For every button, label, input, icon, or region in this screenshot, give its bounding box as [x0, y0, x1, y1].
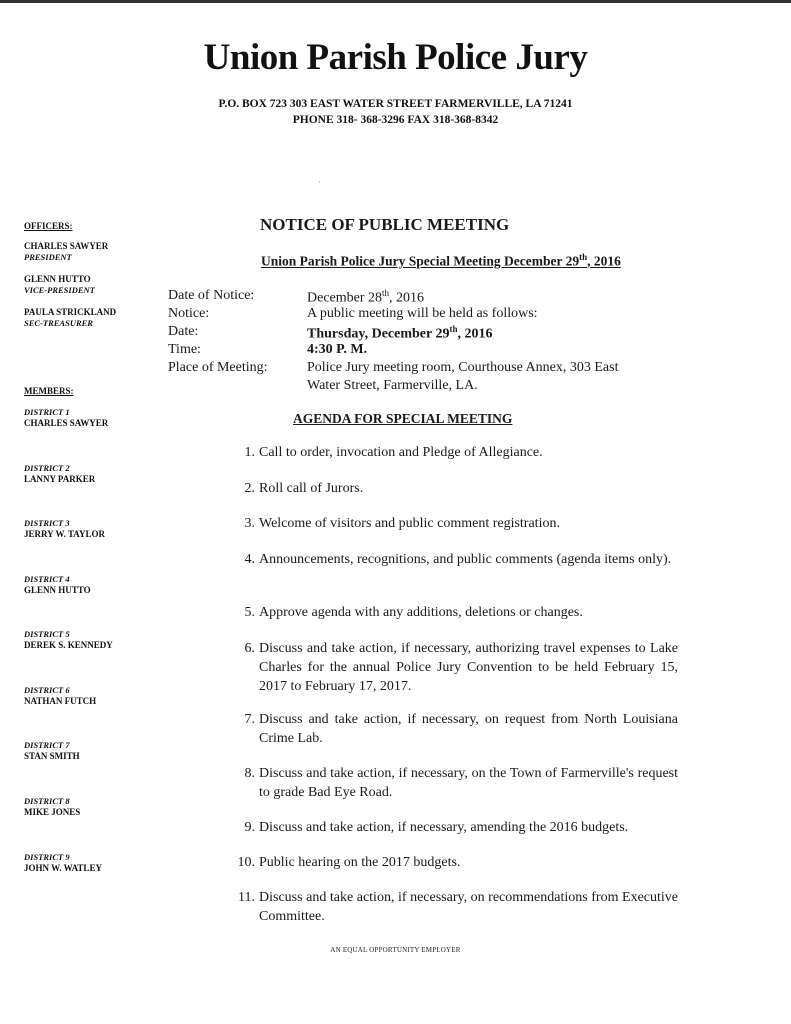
notice-title: NOTICE OF PUBLIC MEETING	[260, 215, 510, 234]
agenda-item	[233, 514, 678, 533]
notice-value: A public meeting will be held as follows:	[307, 306, 538, 321]
agenda-item-number: 11.	[238, 890, 255, 905]
agenda-item	[233, 818, 678, 837]
member-name: CHARLES SAWYER	[24, 418, 109, 428]
date-label: Date:	[168, 324, 199, 339]
member-name: GLENN HUTTO	[24, 585, 91, 595]
date-of-notice-value: December 28th, 2016	[307, 288, 425, 306]
agenda-item	[233, 710, 678, 748]
agenda-item-number: 6.	[244, 641, 255, 656]
member-district: DISTRICT 5	[24, 629, 70, 639]
member-district: DISTRICT 7	[24, 740, 70, 750]
agenda-item	[233, 764, 678, 802]
agenda-heading: AGENDA FOR SPECIAL MEETING	[293, 411, 513, 426]
officer-name: CHARLES SAWYER	[24, 241, 109, 251]
member-district: DISTRICT 1	[24, 407, 70, 417]
officer-title: PRESIDENT	[24, 252, 72, 262]
agenda-item-text: Discuss and take action, if necessary, on the Town of Farmerville's request to grade Bad Eye Road.	[259, 766, 678, 800]
agenda-item	[233, 443, 678, 462]
member-district: DISTRICT 2	[24, 463, 70, 473]
page-title: Union Parish Police Jury	[203, 37, 588, 78]
agenda-item-text: Discuss and take action, if necessary, amending the 2016 budgets.	[259, 820, 629, 835]
officers-heading: OFFICERS:	[24, 221, 73, 231]
agenda-item-number: 4.	[244, 552, 255, 567]
agenda-item-text: Announcements, recognitions, and public comments (agenda items only).	[259, 552, 672, 567]
place-label: Place of Meeting:	[168, 360, 268, 375]
member-district: DISTRICT 6	[24, 685, 70, 695]
member-district: DISTRICT 8	[24, 796, 70, 806]
member-name: STAN SMITH	[24, 751, 80, 761]
officer-name: GLENN HUTTO	[24, 274, 91, 284]
agenda-item	[233, 550, 678, 569]
officer-name: PAULA STRICKLAND	[24, 307, 117, 317]
agenda-item-number: 3.	[244, 516, 255, 531]
agenda-item-text: Discuss and take action, if necessary, on recommendations from Executive Committee.	[259, 890, 678, 924]
agenda-item-number: 5.	[244, 605, 255, 620]
members-heading: MEMBERS:	[24, 386, 74, 396]
officer-title: VICE-PRESIDENT	[24, 285, 95, 295]
date-value: Thursday, December 29th, 2016	[307, 324, 493, 342]
place-value-line2: Water Street, Farmerville, LA.	[307, 378, 478, 393]
agenda-item-text: Approve agenda with any additions, deletions or changes.	[259, 605, 583, 620]
agenda-item-text: Welcome of visitors and public comment registration.	[259, 516, 560, 531]
member-name: JERRY W. TAYLOR	[24, 529, 105, 539]
place-value-line1: Police Jury meeting room, Courthouse Annex, 303 East	[307, 360, 619, 375]
agenda-item	[233, 603, 678, 622]
time-label: Time:	[168, 342, 201, 357]
member-name: JOHN W. WATLEY	[24, 863, 102, 873]
agenda-item-number: 10.	[237, 855, 255, 870]
member-name: MIKE JONES	[24, 807, 81, 817]
notice-label: Notice:	[168, 306, 210, 321]
agenda-item-number: 9.	[244, 820, 255, 835]
agenda-item	[233, 639, 678, 696]
agenda-item-number: 1.	[244, 445, 255, 460]
member-name: LANNY PARKER	[24, 474, 96, 484]
phone-fax-line: PHONE 318- 368-3296 FAX 318-368-8342	[292, 114, 499, 126]
agenda-item-text: Discuss and take action, if necessary, authorizing travel expenses to Lake Charles for the annual Police Jury Convention to be held February 15, 2017 to February 17, 2017.	[259, 641, 678, 694]
top-border-line	[0, 0, 791, 3]
agenda-item-number: 7.	[244, 712, 255, 727]
member-name: DEREK S. KENNEDY	[24, 640, 113, 650]
date-of-notice-label: Date of Notice:	[168, 288, 255, 303]
agenda-item-text: Discuss and take action, if necessary, on request from North Louisiana Crime Lab.	[259, 712, 678, 746]
agenda-item	[233, 888, 678, 926]
agenda-item-text: Roll call of Jurors.	[259, 481, 364, 496]
agenda-item-text: Call to order, invocation and Pledge of Allegiance.	[259, 445, 543, 460]
footer-text: AN EQUAL OPPORTUNITY EMPLOYER	[330, 946, 461, 954]
member-district: DISTRICT 9	[24, 852, 70, 862]
member-district: DISTRICT 4	[24, 574, 70, 584]
time-value: 4:30 P. M.	[307, 342, 368, 357]
agenda-item-text: Public hearing on the 2017 budgets.	[259, 855, 461, 870]
address-line: P.O. BOX 723 303 EAST WATER STREET FARMERVILLE, LA 71241	[218, 98, 573, 110]
member-name: NATHAN FUTCH	[24, 696, 97, 706]
agenda-item-number: 8.	[244, 766, 255, 781]
scan-speck: ·	[318, 178, 321, 187]
agenda-item	[233, 853, 678, 872]
agenda-item-number: 2.	[244, 481, 255, 496]
meeting-title: Union Parish Police Jury Special Meeting December 29th, 2016	[261, 252, 621, 269]
member-district: DISTRICT 3	[24, 518, 70, 528]
agenda-item	[233, 479, 678, 498]
officer-title: SEC-TREASURER	[24, 318, 93, 328]
